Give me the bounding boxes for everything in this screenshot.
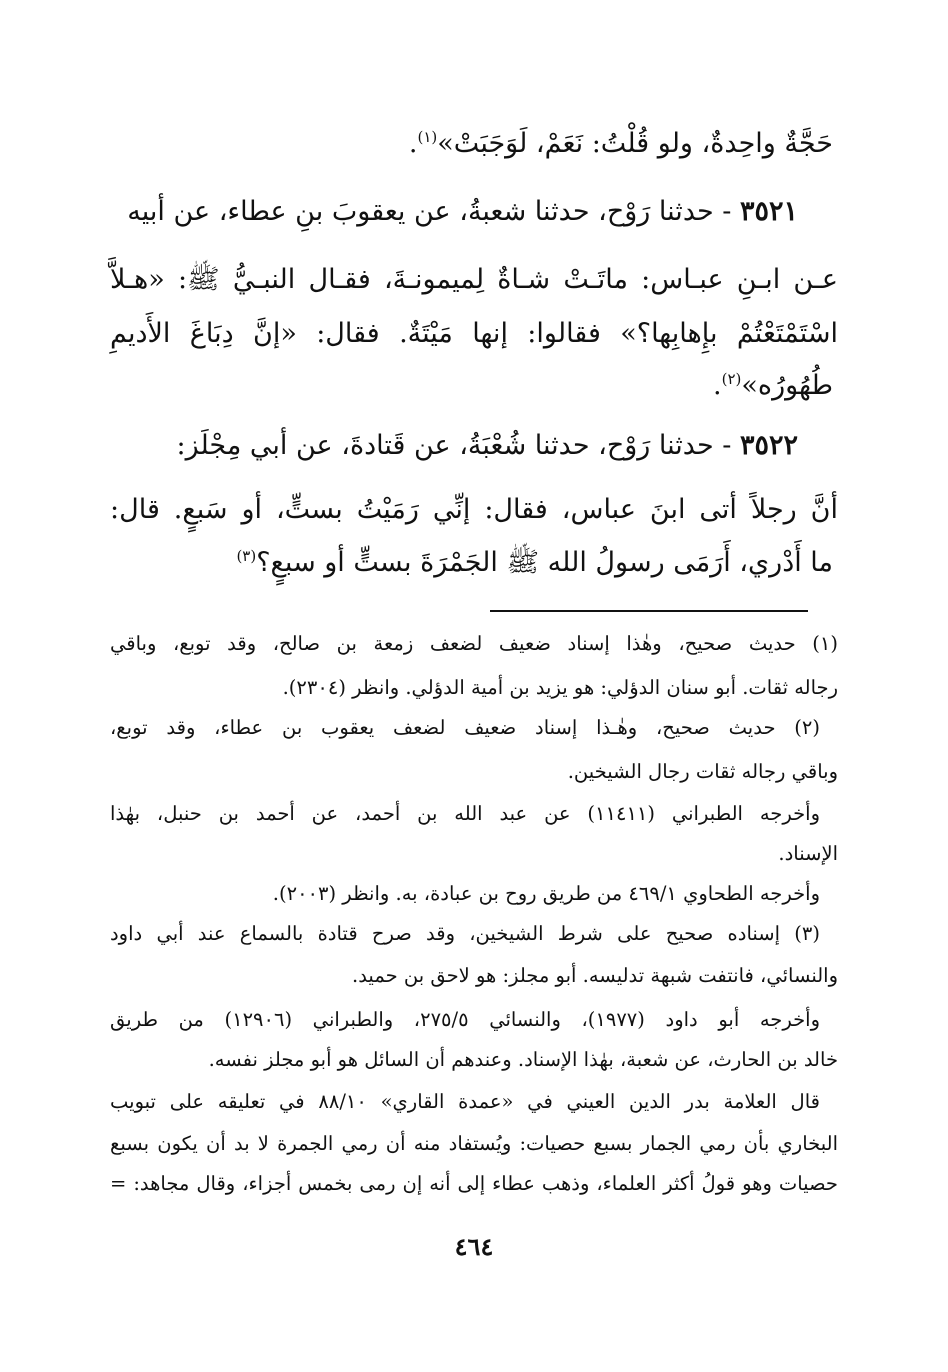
main-text-line-8 xyxy=(236,545,833,585)
footnote-2-line-5: وأخرجه الطحاوي ٤٦٩/١ من طريق روح بن عبادة، به. وانظر (٢٠٠٣). xyxy=(272,882,820,905)
hadith-number-3521: ٣٥٢١ xyxy=(739,196,798,227)
main-text-line-1-end: . xyxy=(408,128,418,159)
footnote-ref-2: (٢) xyxy=(721,370,742,388)
footnote-2-line-4: الإسناد. xyxy=(778,842,838,865)
footnote-1-line-1: (١) حديث صحيح، وهٰذا إسناد ضعيف لضعف زمعة بن صالح، وقد توبع، وباقي xyxy=(110,632,838,655)
main-text-line-4: اسْتَمْتَعْتُمْ بإِهابِها؟» فقالوا: إنها مَيْتَةٌ. فقال: «إنَّ دِبَاغَ الأَديمِ xyxy=(110,318,838,349)
footnote-3-line-3: وأخرجه أبو داود (١٩٧٧)، والنسائي ٢٧٥/٥، والطبراني (١٢٩٠٦) من طريق xyxy=(110,1008,821,1031)
main-text-line-5-text: طُهُورُه» xyxy=(741,370,833,401)
footnote-3-line-6: البخاري بأن رمي الجمار بسبع حصيات: ويُستفاد منه أن رمي الجمرة لا بد أن يكون بسبع xyxy=(110,1132,838,1155)
footnote-divider xyxy=(490,610,808,612)
footnote-2-line-2: وباقي رجاله ثقات رجال الشيخين. xyxy=(567,760,838,783)
footnote-ref-3: (٣) xyxy=(236,547,257,565)
main-text-line-1-text: حَجَّةٌ واحِدةٌ، ولو قُلْتُ: نَعَمْ، لَوَجَبَتْ» xyxy=(437,128,833,159)
footnote-ref-1: (١) xyxy=(417,128,438,146)
main-text-line-5-end: . xyxy=(713,370,722,401)
page-number: ٤٦٤ xyxy=(454,1232,494,1261)
hadith-3521-chain: - حدثنا رَوْح، حدثنا شعبةُ، عن يعقوبَ بنِ عطاء، عن أبيه xyxy=(127,196,732,227)
main-text-line-5 xyxy=(713,370,833,401)
main-text-line-8-text: ما أَدْري، أَرَمَى رسولُ الله ﷺ الجَمْرَةَ بستٍّ أو سبعٍ؟ xyxy=(256,547,833,578)
footnote-3-line-1: (٣) إسناده صحيح على شرط الشيخين، وقد صرح قتادة بالسماع عند أبي داود xyxy=(110,922,820,945)
hadith-3522-chain: - حدثنا رَوْح، حدثنا شُعْبَةُ، عن قَتادةَ، عن أبي مِجْلَز: xyxy=(176,430,732,461)
hadith-3521-heading xyxy=(127,196,798,227)
main-text-line-7: أنَّ رجلاً أتى ابنَ عباس، فقال: إنِّي رَمَيْتُ بستٍّ، أو سَبعٍ. قال: xyxy=(110,494,838,525)
footnote-3-line-5: قال العلامة بدر الدين العيني في «عمدة القاري» ٨٨/١٠ في تعليقه على تبويب xyxy=(110,1090,820,1113)
main-text-line-1 xyxy=(409,128,833,159)
footnote-3-line-2: والنسائي، فانتفت شبهة تدليسه. أبو مجلز: هو لاحق بن حميد. xyxy=(352,964,838,987)
main-text-line-3: عـن ابـنِ عبـاس: ماتَـتْ شـاةٌ لِميمونـةَ، فقـال النبـيُّ ﷺ: «هـلاَّ xyxy=(110,264,838,295)
footnote-2-line-1: (٢) حديث صحيح، وهٰـذا إسناد ضعيف لضعف يعقوب بن عطاء، وقد توبع، xyxy=(110,716,820,739)
hadith-number-3522: ٣٥٢٢ xyxy=(739,430,798,461)
hadith-3522-heading xyxy=(176,430,798,461)
footnote-3-line-7: حصيات وهو قولُ أكثر العلماء، وذهب عطاء إلى أنه إن رمى بخمس أجزاء، وقال مجاهد: = xyxy=(110,1172,838,1195)
footnote-1-line-2: رجاله ثقات. أبو سنان الدؤلي: هو يزيد بن أمية الدؤلي. وانظر (٢٣٠٤). xyxy=(282,676,838,699)
footnote-2-line-3: وأخرجه الطبراني (١١٤١١) عن عبد الله بن أحمد، عن أحمد بن حنبل، بهٰذا xyxy=(110,802,821,825)
footnote-3-line-4: خالد بن الحارث، عن شعبة، بهٰذا الإسناد. وعندهم أن السائل هو أبو مجلز نفسه. xyxy=(208,1048,838,1071)
